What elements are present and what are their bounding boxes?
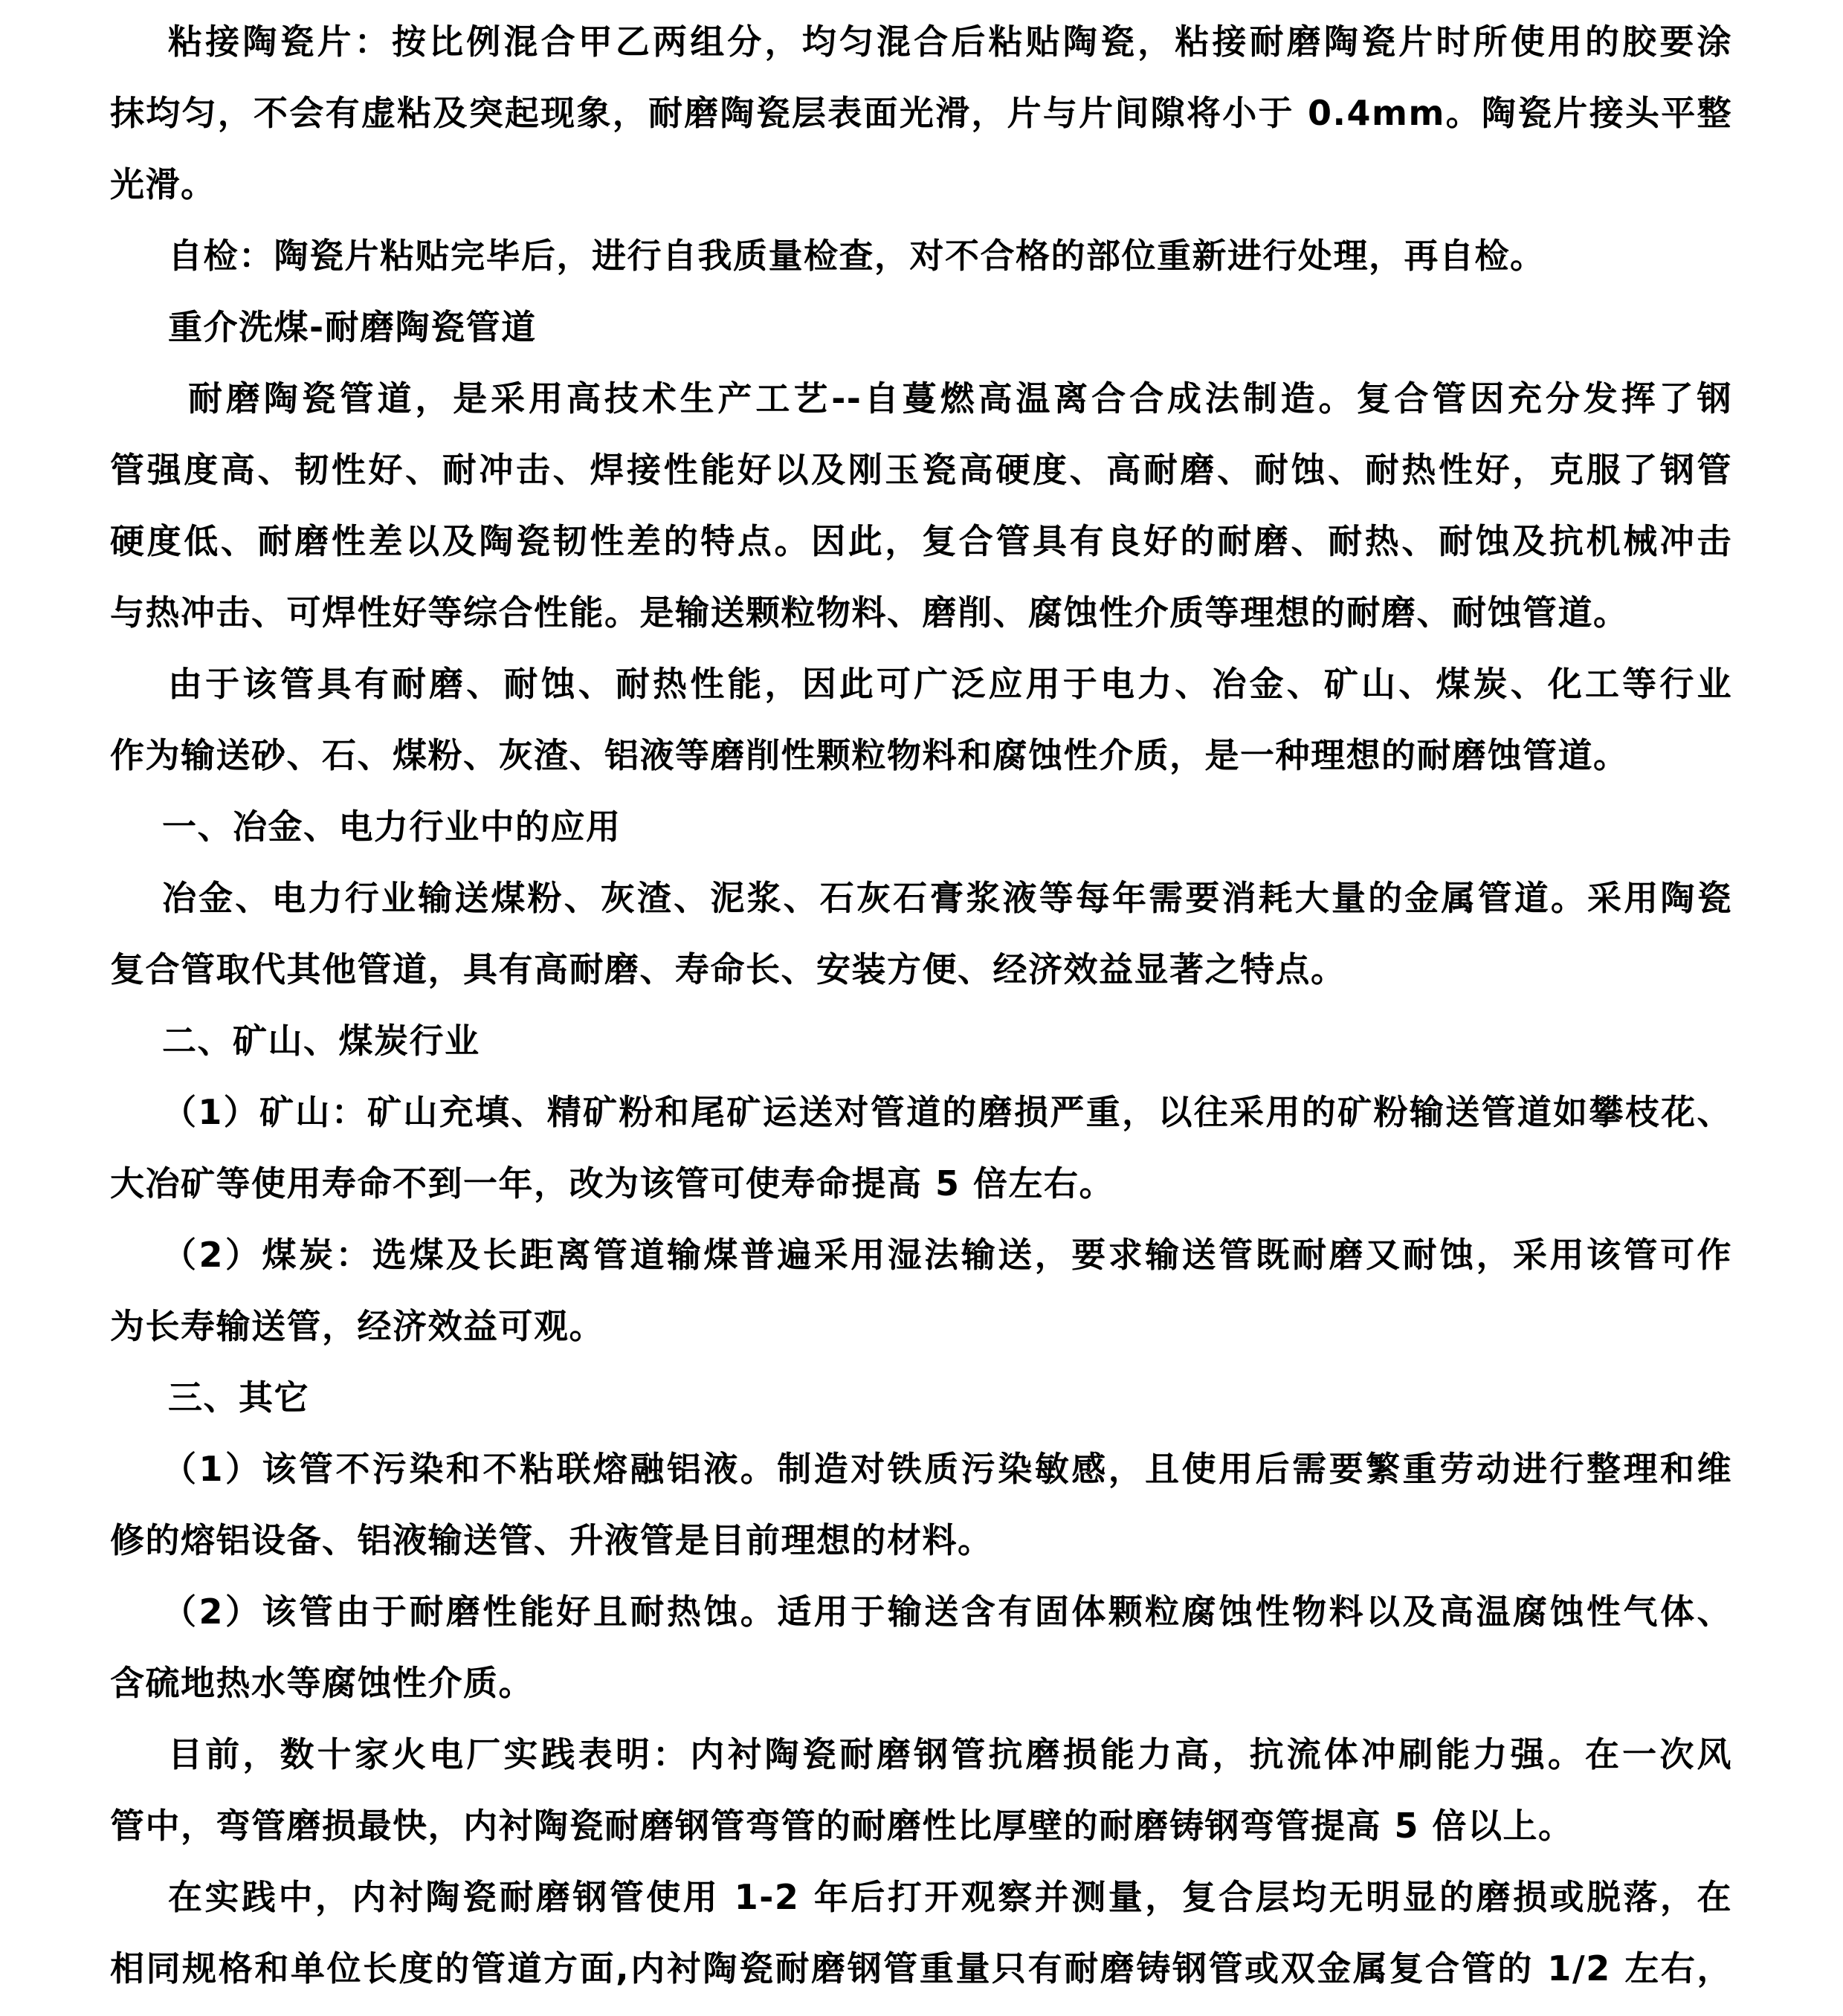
text-line: 管中，弯管磨损最快，内衬陶瓷耐磨钢管弯管的耐磨性比厚壁的耐磨铸钢弯管提高 5 倍以上。	[110, 1806, 1574, 1846]
text-line: 复合管取代其他管道，具有高耐磨、寿命长、安装方便、经济效益显著之特点。	[110, 949, 1346, 989]
text-line: 冶金、电力行业输送煤粉、灰渣、泥浆、石灰石膏浆液等每年需要消耗大量的金属管道。采用陶瓷	[162, 878, 1732, 918]
text-line: 管强度高、韧性好、耐冲击、焊接性能好以及刚玉瓷高硬度、高耐磨、耐蚀、耐热性好，克服了钢管	[110, 450, 1732, 490]
text-line: 抹均匀，不会有虚粘及突起现象，耐磨陶瓷层表面光滑，片与片间隙将小于 0.4mm。陶瓷片接头平整	[110, 93, 1732, 133]
text-line: 含硫地热水等腐蚀性介质。	[110, 1663, 534, 1703]
text-line: （2）该管由于耐磨性能好且耐热蚀。适用于输送含有固体颗粒腐蚀性物料以及高温腐蚀性气体、	[162, 1592, 1732, 1632]
text-line: 在实践中，内衬陶瓷耐磨钢管使用 1-2 年后打开观察并测量，复合层均无明显的磨损或脱落，在	[168, 1877, 1732, 1917]
text-line: 一、冶金、电力行业中的应用	[162, 807, 622, 847]
text-line: 与热冲击、可焊性好等综合性能。是输送颗粒物料、磨削、腐蚀性介质等理想的耐磨、耐蚀管道。	[110, 592, 1629, 633]
text-line: 作为输送砂、石、煤粉、灰渣、铝液等磨削性颗粒物料和腐蚀性介质，是一种理想的耐磨蚀管道。	[110, 735, 1629, 775]
text-line: 大冶矿等使用寿命不到一年，改为该管可使寿命提高 5 倍左右。	[110, 1163, 1115, 1204]
text-line: 耐磨陶瓷管道，是采用高技术生产工艺--自蔓燃高温离合合成法制造。复合管因充分发挥了钢	[188, 378, 1732, 419]
text-line: 光滑。	[110, 164, 216, 204]
text-line: 重介洗煤-耐磨陶瓷管道	[168, 307, 537, 347]
text-line: 为长寿输送管，经济效益可观。	[110, 1306, 604, 1346]
text-line: 自检：陶瓷片粘贴完毕后，进行自我质量检查，对不合格的部位重新进行处理，再自检。	[168, 236, 1546, 276]
text-line: 三、其它	[168, 1377, 309, 1418]
text-line: （1）矿山：矿山充填、精矿粉和尾矿运送对管道的磨损严重，以往采用的矿粉输送管道如攀枝花、	[162, 1092, 1732, 1132]
text-line: 目前，数十家火电厂实践表明：内衬陶瓷耐磨钢管抗磨损能力高，抗流体冲刷能力强。在一次风	[168, 1734, 1732, 1774]
text-line: 相同规格和单位长度的管道方面,内衬陶瓷耐磨钢管重量只有耐磨铸钢管或双金属复合管的 1/2 左右，	[110, 1948, 1732, 1988]
text-line: 修的熔铝设备、铝液输送管、升液管是目前理想的材料。	[110, 1520, 993, 1560]
text-line: 硬度低、耐磨性差以及陶瓷韧性差的特点。因此，复合管具有良好的耐磨、耐热、耐蚀及抗机械冲击	[110, 521, 1732, 561]
text-line: 二、矿山、煤炭行业	[162, 1021, 480, 1061]
text-line: 粘接陶瓷片：按比例混合甲乙两组分，均匀混合后粘贴陶瓷，粘接耐磨陶瓷片时所使用的胶要涂	[168, 22, 1732, 62]
text-line: （1）该管不污染和不粘联熔融铝液。制造对铁质污染敏感，且使用后需要繁重劳动进行整理和维	[162, 1449, 1732, 1489]
text-line: （2）煤炭：选煤及长距离管道输煤普遍采用湿法输送，要求输送管既耐磨又耐蚀，采用该管可作	[162, 1235, 1732, 1275]
text-line: 由于该管具有耐磨、耐蚀、耐热性能，因此可广泛应用于电力、冶金、矿山、煤炭、化工等行业	[168, 664, 1732, 704]
